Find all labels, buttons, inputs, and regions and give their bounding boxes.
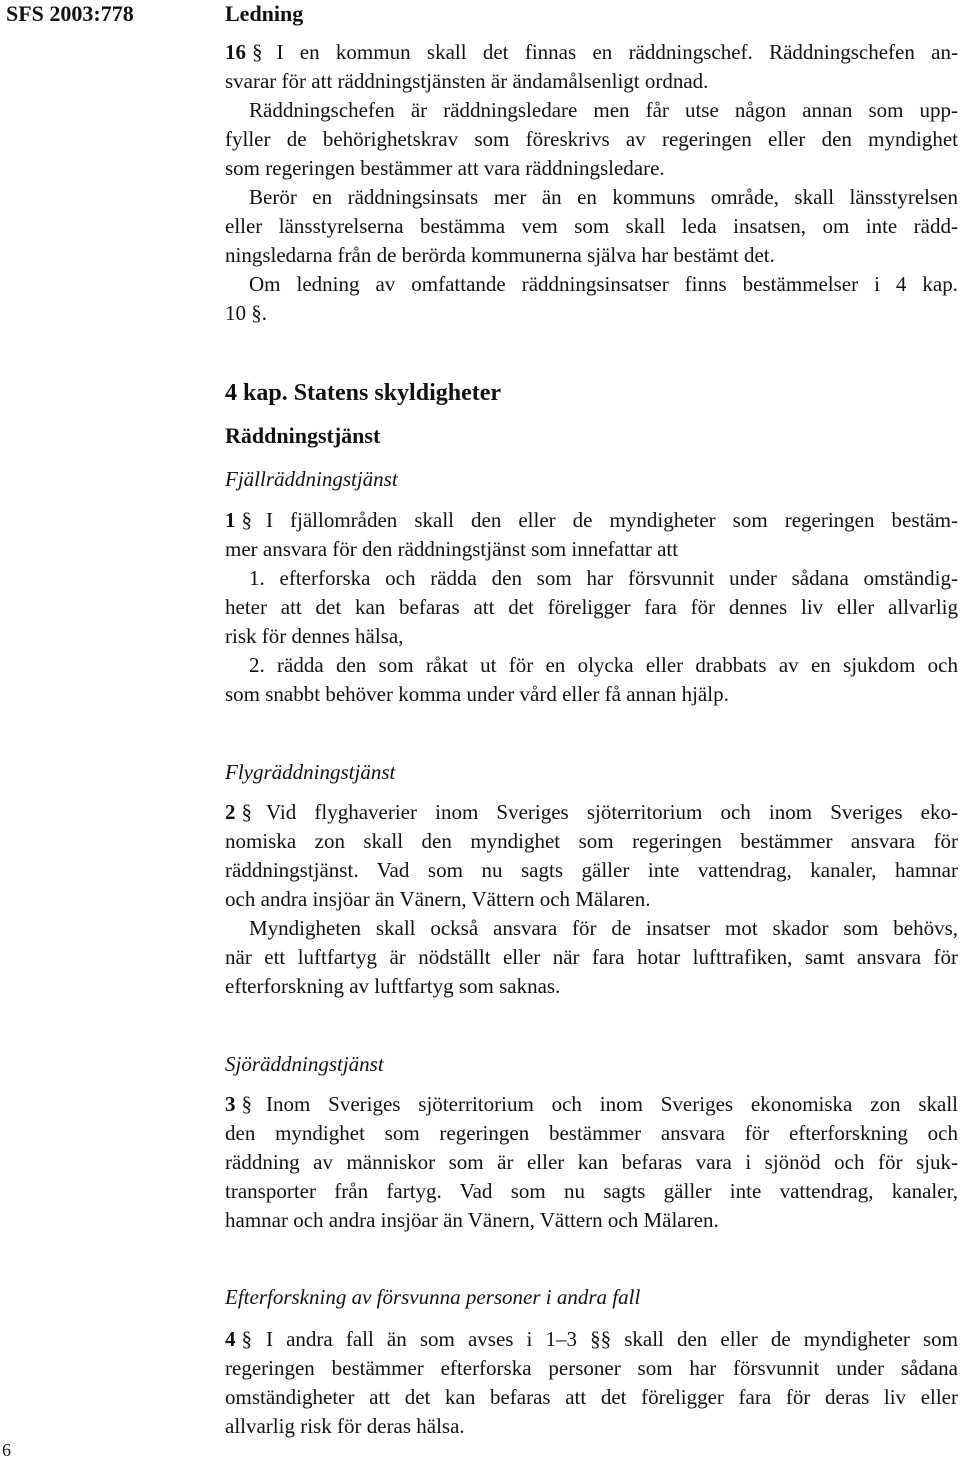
section-sign: § <box>241 1092 252 1116</box>
text-line: som snabbt behöver komma under vård eller få annan hjälp. <box>225 682 729 706</box>
text-line: eller länsstyrelserna bestämma vem som skall leda insatsen, om inte rädd- <box>225 214 958 238</box>
page-number: 6 <box>2 1440 11 1460</box>
text-line: transporter från fartyg. Vad som nu sagts gäller inte vattendrag, kanaler, <box>225 1179 958 1203</box>
text-line: risk för dennes hälsa, <box>225 624 404 648</box>
text-line <box>225 38 958 67</box>
text-line-content: Inom Sveriges sjöterritorium och inom Sveriges ekonomiska zon skall <box>266 1092 958 1116</box>
paragraph-4 <box>225 1325 958 1441</box>
text-line <box>225 506 958 535</box>
section-heading-sjoraddningstjanst: Sjöräddningstjänst <box>225 1052 384 1076</box>
section-heading-efterforskning: Efterforskning av försvunna personer i andra fall <box>225 1285 641 1309</box>
text-line: allvarlig risk för deras hälsa. <box>225 1414 465 1438</box>
text-line: hamnar och andra insjöar än Vänern, Vättern och Mälaren. <box>225 1208 719 1232</box>
section-sign: § <box>241 1327 252 1351</box>
text-line-content: I en kommun skall det finnas en räddningschef. Räddningschefen an- <box>276 40 958 64</box>
text-line: Myndigheten skall också ansvara för de insatser mot skador som behövs, <box>249 916 958 940</box>
section-sign: § <box>241 800 252 824</box>
text-line: heter att det kan befaras att det föreligger fara för dennes liv eller allvarlig <box>225 595 958 619</box>
text-line: ningsledarna från de berörda kommunerna själva har bestämt det. <box>225 243 775 267</box>
text-line: 10 §. <box>225 301 267 325</box>
section-number: 3 <box>225 1092 236 1116</box>
text-line: mer ansvara för den räddningstjänst som innefattar att <box>225 537 679 561</box>
section-number: 16 <box>225 40 246 64</box>
text-line: efterforskning av luftfartyg som saknas. <box>225 974 561 998</box>
paragraph-3 <box>225 1090 958 1235</box>
paragraph-1 <box>225 506 958 709</box>
section-sign: § <box>241 508 252 532</box>
text-line: 2. rädda den som råkat ut för en olycka eller drabbats av en sjukdom och <box>249 653 958 677</box>
text-line: omständigheter att det kan befaras att det föreligger fara för deras liv eller <box>225 1385 958 1409</box>
text-line: räddningstjänst. Vad som nu sagts gäller inte vattendrag, kanaler, hamnar <box>225 858 958 882</box>
text-line-content: I fjällområden skall den eller de myndigheter som regeringen bestäm- <box>266 508 958 532</box>
section-heading-fjallraddningstjanst: Fjällräddningstjänst <box>225 467 398 491</box>
text-line: fyller de behörighetskrav som föreskrivs av regeringen eller den myndighet <box>225 127 958 151</box>
text-line: 1. efterforska och rädda den som har försvunnit under sådana omständig- <box>249 566 958 590</box>
text-line <box>225 1090 958 1119</box>
section-sign: § <box>252 40 263 64</box>
text-line-content: I andra fall än som avses i 1–3 §§ skall den eller de myndigheter som <box>266 1327 958 1351</box>
text-line: Om ledning av omfattande räddningsinsatser finns bestämmelser i 4 kap. <box>249 272 958 296</box>
text-line: som regeringen bestämmer att vara räddningsledare. <box>225 156 665 180</box>
text-line: Räddningschefen är räddningsledare men får utse någon annan som upp- <box>249 98 958 122</box>
text-line: regeringen bestämmer efterforska personer som har försvunnit under sådana <box>225 1356 958 1380</box>
section-heading-flygraddningstjanst: Flygräddningstjänst <box>225 760 396 784</box>
text-line: när ett luftfartyg är nödställt eller när fara hotar lufttrafiken, samt ansvara för <box>225 945 958 969</box>
paragraph-2 <box>225 798 958 1001</box>
text-line: nomiska zon skall den myndighet som regeringen bestämmer ansvara för <box>225 829 958 853</box>
sfs-reference: SFS 2003:778 <box>6 1 134 26</box>
chapter-subheading: Räddningstjänst <box>225 423 381 448</box>
text-line: och andra insjöar än Vänern, Vättern och Mälaren. <box>225 887 651 911</box>
text-line-content: Vid flyghaverier inom Sveriges sjöterritorium och inom Sveriges eko- <box>266 800 958 824</box>
section-number: 1 <box>225 508 236 532</box>
section-heading-ledning: Ledning <box>225 1 304 26</box>
section-number: 4 <box>225 1327 236 1351</box>
section-number: 2 <box>225 800 236 824</box>
text-line <box>225 798 958 827</box>
text-line: svarar för att räddningstjänsten är ändamålsenligt ordnad. <box>225 69 709 93</box>
text-line <box>225 1325 958 1354</box>
paragraph-16 <box>225 38 958 328</box>
chapter-title: 4 kap. Statens skyldigheter <box>225 380 502 406</box>
text-line: den myndighet som regeringen bestämmer ansvara för efterforskning och <box>225 1121 958 1145</box>
text-line: räddning av människor som är eller kan befaras vara i sjönöd och för sjuk- <box>225 1150 958 1174</box>
text-line: Berör en räddningsinsats mer än en kommuns område, skall länsstyrelsen <box>249 185 958 209</box>
